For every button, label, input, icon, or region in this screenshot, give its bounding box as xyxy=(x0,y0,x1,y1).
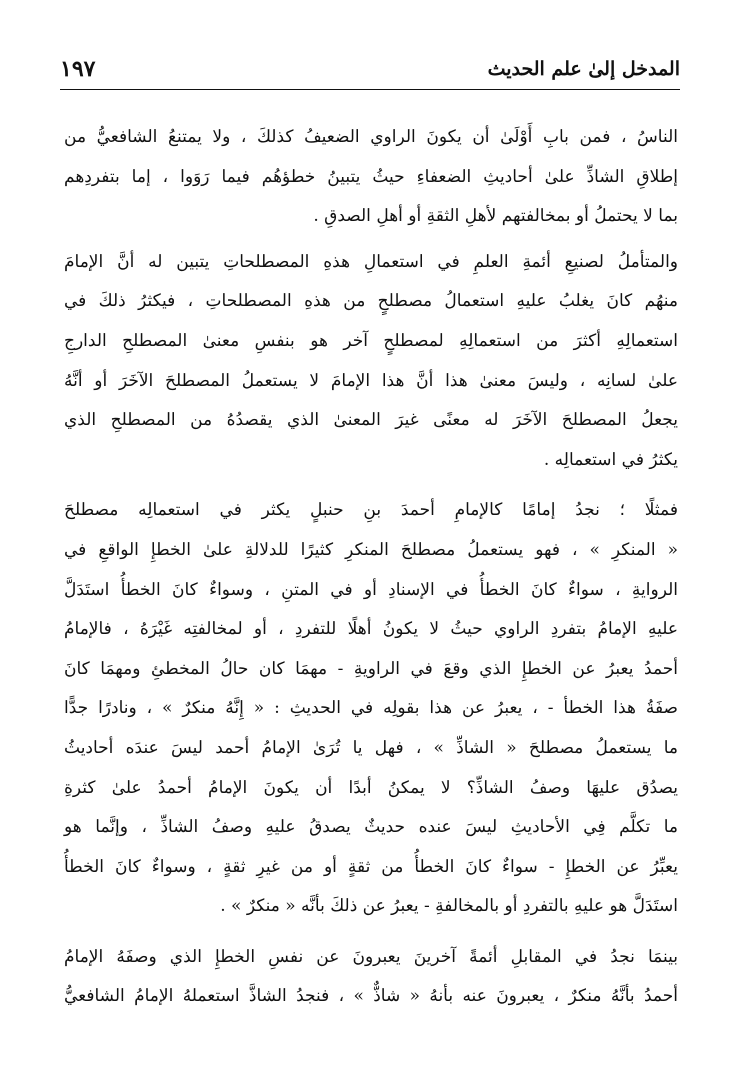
text-line: يصدُق عليهَا وصفُ الشاذِّ؟ لا يمكنُ أبدًا أن يكونَ الإمامُ أحمدُ علىٰ كثرةِ xyxy=(64,777,678,798)
text-line: أحمدُ يعبرُ عن الخطإِ الذي وقعَ في الراويةِ - مهمَا كان حالُ المخطئِ ومهمَا كانَ xyxy=(64,658,678,679)
text-line: الروايةِ ، سواءٌ كانَ الخطأُ في الإسنادِ أو في المتنِ ، وسواءٌ كانَ الخطأُ استَدَلَّ xyxy=(64,579,678,600)
running-title: المدخل إلىٰ علم الحديث xyxy=(487,58,680,80)
text-line: استَدَلَّ هو عليهِ بالتفردِ أو بالمخالفةِ - يعبرُ عن ذلكَ بأنَّه « منكرٌ » . xyxy=(220,896,678,917)
text-line: ما تكلَّم فِي الأحاديثِ ليسَ عنده حديثٌ يصدقُ عليهِ وصفُ الشاذِّ ، وإنَّما هو xyxy=(64,817,678,838)
text-line: يكثرُ في استعمالِه . xyxy=(543,449,678,470)
text-line: الناسُ ، فمن بابِ أَوْلَىٰ أن يكونَ الراوي الضعيفُ كذلكَ ، ولا يمتنعُ الشافعيُّ من xyxy=(64,127,678,147)
paragraph-3 xyxy=(64,491,678,927)
text-line: يجعلُ المصطلحَ الآخَرَ له معنًى غيرَ المعنىٰ الذي يقصدُهُ من المصطلحِ الذي xyxy=(64,410,678,431)
text-line: أحمدُ بأنَّهُ منكرٌ ، يعبرونَ عنه بأنهُ « شاذٌّ » ، فنجدُ الشاذَّ استعملهُ الإمامُ الشافعيُّ xyxy=(64,986,678,1007)
text-line: استعمالِهِ أكثرَ من استعمالِهِ لمصطلحٍ آخر هو بنفسِ معنىٰ المصطلحِ الدارجِ xyxy=(64,330,678,351)
text-line: علىٰ لسانِه ، وليسَ معنىٰ هذا أنَّ هذا الإمامَ لا يستعملُ المصطلحَ الآخَرَ أو أنَّهُ xyxy=(64,370,678,391)
header-rule xyxy=(60,89,680,90)
text-line: بينمَا نجدُ في المقابلِ أئمةً آخرينَ يعبرونَ عن نفسِ الخطإِ الذي وصفَهُ الإمامُ xyxy=(64,946,678,967)
page-body xyxy=(64,118,678,1017)
text-line: بما لا يحتملُ أو بمخالفتهم لأهلِ الثقةِ أو أهلِ الصدقِ . xyxy=(313,206,678,227)
page-number: ١٩٧ xyxy=(60,56,96,82)
text-line: صفَةُ هذا الخطأ - ، يعبرُ عن هذا بقولِه في الحديثِ : « إِنَّهُ منكرٌ » ، ونادرًا جدًّا xyxy=(64,698,678,719)
text-line: فمثلًا ؛ نجدُ إمامًا كالإمامِ أحمدَ بنِ حنبلٍ يكثر في استعمالِه مصطلحَ xyxy=(64,500,678,521)
text-line: ما يستعملُ مصطلحَ « الشاذِّ » ، فهل يا تُرَىٰ الإمامُ أحمد ليسَ عندَه أحاديثُ xyxy=(64,737,678,758)
text-line: « المنكرِ » ، فهو يستعملُ مصطلحَ المنكرِ كثيرًا للدلالةِ علىٰ الخطإِ الواقعِ في xyxy=(64,539,678,560)
text-line: منهُم كانَ يغلبُ عليهِ استعمالُ مصطلحٍ من هذهِ المصطلحاتِ ، فيكثرُ ذلكَ في xyxy=(64,291,678,312)
text-line: يعبِّرُ عن الخطإِ - سواءٌ كانَ الخطأُ من ثقةٍ أو من غيرِ ثقةٍ ، وسواءٌ كانَ الخطأُ xyxy=(64,856,678,877)
paragraph-2 xyxy=(64,243,678,481)
text-line: إطلاقِ الشاذِّ علىٰ أحاديثِ الضعفاءِ حيثُ يتبينُ خطؤهُم فيما رَوَوا ، إما بتفردِهم xyxy=(64,166,678,187)
text-line: عليهِ الإمامُ بتفردِ الراوي حيثُ لا يكونُ أهلًا للتفردِ ، أو لمخالفتِه غَيْرَهُ ، فالإمامُ xyxy=(64,619,678,640)
page-header xyxy=(60,56,680,90)
paragraph-1 xyxy=(64,118,678,237)
text-line: والمتأملُ لصنيعِ أئمةِ العلمِ في استعمالِ هذهِ المصطلحاتِ يتبين له أنَّ الإمامَ xyxy=(64,251,678,272)
paragraph-4 xyxy=(64,938,678,1017)
